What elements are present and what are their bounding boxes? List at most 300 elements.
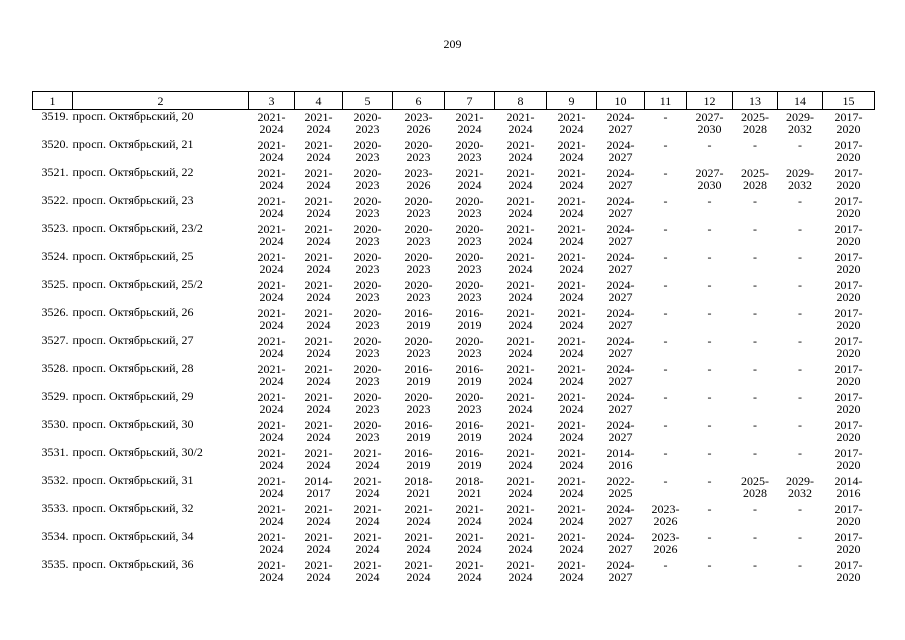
period-cell (547, 502, 597, 530)
period-value: 2020- 2023 (353, 194, 382, 220)
period-value: - (707, 502, 712, 516)
period-value: 2020- 2023 (353, 334, 382, 360)
period-value: 2021- 2024 (557, 474, 586, 500)
period-cell (733, 250, 778, 278)
period-cell (733, 306, 778, 334)
period-value: 2029- 2032 (786, 110, 814, 136)
period-cell (645, 166, 687, 194)
period-value: 2021- 2024 (257, 166, 286, 192)
period-cell (687, 138, 733, 166)
period-value: 2021- 2024 (455, 166, 484, 192)
period-value: - (663, 306, 668, 320)
period-value: 2023- 2026 (651, 502, 680, 528)
period-cell (645, 110, 687, 139)
period-cell (495, 250, 547, 278)
period-cell (687, 390, 733, 418)
period-cell (343, 502, 393, 530)
period-cell (445, 530, 495, 558)
column-header: 2 (73, 92, 249, 110)
period-value: - (707, 222, 712, 236)
period-cell (547, 418, 597, 446)
table-row (33, 362, 875, 390)
period-value: - (753, 222, 757, 236)
period-value: 2021- 2024 (506, 194, 535, 220)
period-value: 2021- 2024 (257, 278, 286, 304)
period-value: 2021- 2024 (304, 362, 333, 388)
period-cell (495, 530, 547, 558)
period-cell (597, 418, 645, 446)
table-row (33, 306, 875, 334)
period-value: - (753, 138, 757, 152)
period-value: 2021- 2024 (506, 250, 535, 276)
period-value: 2016- 2019 (404, 418, 433, 444)
period-cell (249, 250, 295, 278)
period-value: - (798, 306, 802, 320)
period-cell (547, 530, 597, 558)
period-value: - (798, 334, 802, 348)
period-cell (778, 138, 823, 166)
column-header: 5 (343, 92, 393, 110)
period-value: 2021- 2024 (506, 530, 535, 556)
period-cell (778, 474, 823, 502)
period-cell (495, 306, 547, 334)
period-cell (295, 530, 343, 558)
period-value: 2021- 2024 (257, 418, 286, 444)
period-cell (597, 278, 645, 306)
period-cell (495, 166, 547, 194)
period-value: 2025- 2028 (741, 110, 769, 136)
period-cell (495, 138, 547, 166)
period-cell (778, 418, 823, 446)
period-cell (733, 278, 778, 306)
column-header: 10 (597, 92, 645, 110)
period-value: 2017- 2020 (834, 278, 863, 304)
period-value: - (707, 194, 712, 208)
period-cell (687, 166, 733, 194)
address-cell: просп. Октябрьский, 25 (72, 249, 194, 263)
period-cell (445, 138, 495, 166)
period-value: 2021- 2024 (257, 558, 286, 584)
period-cell (733, 446, 778, 474)
address-cell: просп. Октябрьский, 26 (72, 305, 194, 319)
row-number: 3520. (41, 137, 69, 151)
period-value: 2021- 2024 (304, 278, 333, 304)
period-value: 2021- 2024 (257, 138, 286, 164)
period-value: - (798, 446, 802, 460)
period-cell (393, 474, 445, 502)
period-cell (778, 306, 823, 334)
period-value: 2021- 2024 (557, 250, 586, 276)
period-value: 2020- 2023 (353, 306, 382, 332)
period-cell (687, 558, 733, 586)
period-value: - (753, 306, 757, 320)
period-value: 2021- 2024 (304, 558, 333, 584)
period-cell (295, 474, 343, 502)
table-row (33, 558, 875, 586)
table-row (33, 474, 875, 502)
period-cell (393, 166, 445, 194)
row-number: 3527. (41, 333, 69, 347)
period-cell (445, 110, 495, 139)
period-cell (823, 278, 875, 306)
period-cell (445, 222, 495, 250)
period-cell (393, 222, 445, 250)
address-cell: просп. Октябрьский, 22 (72, 165, 194, 179)
period-cell (778, 530, 823, 558)
period-cell (249, 334, 295, 362)
address-cell: просп. Октябрьский, 36 (72, 557, 194, 571)
period-cell (687, 474, 733, 502)
period-value: 2023- 2026 (651, 530, 680, 556)
period-cell (343, 558, 393, 586)
row-number: 3534. (41, 529, 69, 543)
period-cell (495, 278, 547, 306)
period-cell (547, 110, 597, 139)
period-value: 2017- 2020 (834, 334, 863, 360)
period-value: 2020- 2023 (404, 334, 433, 360)
period-cell (547, 166, 597, 194)
table-row (33, 278, 875, 306)
row-number: 3523. (41, 221, 69, 235)
period-cell (687, 334, 733, 362)
row-number: 3532. (41, 473, 69, 487)
period-value: 2017- 2020 (834, 558, 863, 584)
period-cell (645, 362, 687, 390)
period-cell (249, 558, 295, 586)
period-cell (597, 530, 645, 558)
period-value: - (663, 418, 668, 432)
period-value: 2021- 2024 (506, 110, 535, 136)
period-value: 2014- 2016 (606, 446, 635, 472)
period-cell (823, 446, 875, 474)
period-cell (249, 502, 295, 530)
period-value: 2020- 2023 (455, 250, 484, 276)
period-value: - (663, 194, 668, 208)
period-value: - (707, 250, 712, 264)
period-value: 2020- 2023 (455, 222, 484, 248)
period-cell (597, 502, 645, 530)
period-cell (295, 222, 343, 250)
period-cell (393, 418, 445, 446)
period-cell (343, 250, 393, 278)
period-cell (295, 446, 343, 474)
address-cell: просп. Октябрьский, 21 (72, 137, 194, 151)
period-cell (249, 194, 295, 222)
period-value: - (753, 194, 757, 208)
address-cell: просп. Октябрьский, 32 (72, 501, 194, 515)
period-cell (249, 362, 295, 390)
period-cell (495, 390, 547, 418)
period-value: 2021- 2024 (257, 110, 286, 136)
period-cell (495, 474, 547, 502)
period-value: - (798, 250, 802, 264)
period-value: 2021- 2024 (404, 530, 433, 556)
period-value: 2021- 2024 (404, 502, 433, 528)
period-cell (495, 334, 547, 362)
period-value: 2021- 2024 (304, 446, 333, 472)
period-cell (547, 446, 597, 474)
row-number: 3519. (41, 109, 69, 123)
period-value: 2024- 2027 (606, 418, 635, 444)
address-cell: просп. Октябрьский, 25/2 (72, 277, 203, 291)
period-cell (249, 138, 295, 166)
period-value: 2021- 2024 (257, 446, 286, 472)
period-value: 2021- 2024 (257, 250, 286, 276)
period-cell (343, 138, 393, 166)
period-value: 2018- 2021 (404, 474, 433, 500)
table-row (33, 194, 875, 222)
period-cell (687, 222, 733, 250)
period-value: 2021- 2024 (304, 502, 333, 528)
period-cell (249, 474, 295, 502)
period-cell (778, 390, 823, 418)
period-cell (393, 362, 445, 390)
period-value: 2017- 2020 (834, 446, 863, 472)
period-cell (495, 110, 547, 139)
period-cell (733, 362, 778, 390)
address-cell: просп. Октябрьский, 30/2 (72, 445, 203, 459)
period-cell (778, 446, 823, 474)
period-value: 2020- 2023 (404, 250, 433, 276)
row-number: 3531. (41, 445, 69, 459)
period-cell (445, 250, 495, 278)
period-value: - (707, 138, 712, 152)
period-cell (295, 362, 343, 390)
period-value: - (798, 530, 802, 544)
period-value: 2020- 2023 (353, 250, 382, 276)
column-header: 7 (445, 92, 495, 110)
period-value: 2020- 2023 (455, 390, 484, 416)
period-value: 2021- 2024 (506, 278, 535, 304)
period-cell (778, 278, 823, 306)
period-value: 2021- 2024 (506, 166, 535, 192)
table-row (33, 166, 875, 194)
period-value: 2021- 2024 (506, 306, 535, 332)
period-cell (343, 362, 393, 390)
period-value: 2020- 2023 (455, 138, 484, 164)
period-cell (645, 278, 687, 306)
period-cell (733, 166, 778, 194)
period-cell (823, 222, 875, 250)
period-cell (733, 390, 778, 418)
period-cell (295, 194, 343, 222)
period-cell (645, 390, 687, 418)
period-value: 2021- 2024 (304, 250, 333, 276)
period-value: 2020- 2023 (404, 390, 433, 416)
period-cell (645, 530, 687, 558)
period-value: - (753, 390, 757, 404)
row-number: 3535. (41, 557, 69, 571)
period-value: - (707, 530, 712, 544)
period-value: 2021- 2024 (557, 530, 586, 556)
period-value: 2023- 2026 (404, 110, 433, 136)
period-cell (295, 166, 343, 194)
period-cell (823, 110, 875, 139)
period-cell (733, 138, 778, 166)
row-number: 3521. (41, 165, 69, 179)
period-cell (393, 502, 445, 530)
period-value: 2021- 2024 (455, 530, 484, 556)
period-value: 2029- 2032 (786, 474, 814, 500)
period-cell (249, 530, 295, 558)
period-value: - (707, 446, 712, 460)
row-number: 3524. (41, 249, 69, 263)
period-cell (823, 194, 875, 222)
period-value: 2020- 2023 (455, 194, 484, 220)
period-value: - (663, 362, 668, 376)
address-cell: просп. Октябрьский, 28 (72, 361, 194, 375)
period-cell (249, 306, 295, 334)
period-value: - (663, 558, 668, 572)
period-value: 2024- 2027 (606, 558, 635, 584)
period-value: - (753, 278, 757, 292)
period-cell (823, 306, 875, 334)
period-value: 2025- 2028 (741, 474, 769, 500)
table-row (33, 250, 875, 278)
period-value: 2021- 2024 (304, 166, 333, 192)
period-value: 2021- 2024 (506, 474, 535, 500)
period-cell (823, 334, 875, 362)
period-cell (249, 222, 295, 250)
period-value: 2021- 2024 (353, 474, 382, 500)
period-value: 2020- 2023 (353, 418, 382, 444)
period-cell (445, 362, 495, 390)
row-number: 3522. (41, 193, 69, 207)
period-cell (823, 390, 875, 418)
period-cell (823, 502, 875, 530)
period-cell (778, 502, 823, 530)
period-cell (645, 334, 687, 362)
period-value: 2021- 2024 (506, 334, 535, 360)
period-cell (295, 390, 343, 418)
period-value: 2021- 2024 (257, 306, 286, 332)
period-value: - (798, 194, 802, 208)
period-value: 2021- 2024 (304, 110, 333, 136)
column-header: 8 (495, 92, 547, 110)
period-value: 2027- 2030 (695, 110, 724, 136)
period-value: 2024- 2027 (606, 362, 635, 388)
period-value: - (798, 390, 802, 404)
period-value: 2021- 2024 (304, 334, 333, 360)
period-value: 2017- 2020 (834, 250, 863, 276)
period-cell (645, 194, 687, 222)
period-value: 2021- 2024 (304, 138, 333, 164)
period-value: 2023- 2026 (404, 166, 433, 192)
period-cell (645, 306, 687, 334)
period-value: 2021- 2024 (353, 530, 382, 556)
period-cell (343, 306, 393, 334)
period-value: - (753, 250, 757, 264)
period-cell (295, 502, 343, 530)
period-cell (393, 530, 445, 558)
period-value: 2021- 2024 (557, 558, 586, 584)
period-value: - (707, 390, 712, 404)
table-row (33, 390, 875, 418)
row-number: 3528. (41, 361, 69, 375)
period-cell (597, 558, 645, 586)
period-value: 2024- 2027 (606, 278, 635, 304)
period-value: 2017- 2020 (834, 166, 863, 192)
period-cell (249, 418, 295, 446)
period-cell (295, 418, 343, 446)
period-cell (295, 138, 343, 166)
period-cell (495, 362, 547, 390)
period-cell (445, 334, 495, 362)
period-cell (597, 138, 645, 166)
period-value: - (798, 418, 802, 432)
period-value: 2021- 2024 (557, 110, 586, 136)
period-value: - (753, 334, 757, 348)
column-header: 13 (733, 92, 778, 110)
period-value: 2021- 2024 (257, 502, 286, 528)
period-cell (645, 222, 687, 250)
period-cell (687, 502, 733, 530)
period-value: 2021- 2024 (257, 530, 286, 556)
period-cell (733, 194, 778, 222)
period-cell (343, 278, 393, 306)
period-cell (547, 250, 597, 278)
period-cell (733, 418, 778, 446)
period-value: 2029- 2032 (786, 166, 814, 192)
period-value: 2020- 2023 (353, 278, 382, 304)
period-cell (547, 194, 597, 222)
period-value: 2017- 2020 (834, 502, 863, 528)
period-cell (495, 558, 547, 586)
period-cell (687, 250, 733, 278)
period-value: - (663, 250, 668, 264)
period-value: - (798, 362, 802, 376)
period-value: 2016- 2019 (455, 418, 484, 444)
period-cell (445, 278, 495, 306)
period-cell (597, 390, 645, 418)
period-value: 2021- 2024 (353, 446, 382, 472)
period-value: 2021- 2024 (557, 502, 586, 528)
period-value: - (798, 502, 802, 516)
period-value: 2024- 2027 (606, 222, 635, 248)
period-cell (295, 558, 343, 586)
period-cell (295, 110, 343, 139)
period-value: 2024- 2027 (606, 530, 635, 556)
period-cell (733, 502, 778, 530)
period-value: 2024- 2027 (606, 194, 635, 220)
period-cell (547, 390, 597, 418)
period-value: 2021- 2024 (557, 362, 586, 388)
table-row (33, 138, 875, 166)
period-cell (597, 250, 645, 278)
period-value: 2021- 2024 (506, 222, 535, 248)
period-value: 2017- 2020 (834, 110, 863, 136)
register-table (32, 91, 875, 586)
period-cell (249, 166, 295, 194)
period-cell (295, 278, 343, 306)
period-cell (249, 278, 295, 306)
period-value: 2024- 2027 (606, 110, 635, 136)
period-value: - (663, 278, 668, 292)
period-value: - (753, 502, 757, 516)
period-value: - (753, 530, 757, 544)
period-value: 2021- 2024 (506, 558, 535, 584)
period-cell (778, 250, 823, 278)
period-cell (445, 418, 495, 446)
period-value: 2021- 2024 (404, 558, 433, 584)
period-value: 2021- 2024 (506, 362, 535, 388)
period-cell (445, 166, 495, 194)
period-value: 2021- 2024 (304, 306, 333, 332)
period-value: 2021- 2024 (557, 390, 586, 416)
period-value: 2021- 2024 (455, 110, 484, 136)
period-value: - (707, 418, 712, 432)
period-cell (343, 334, 393, 362)
